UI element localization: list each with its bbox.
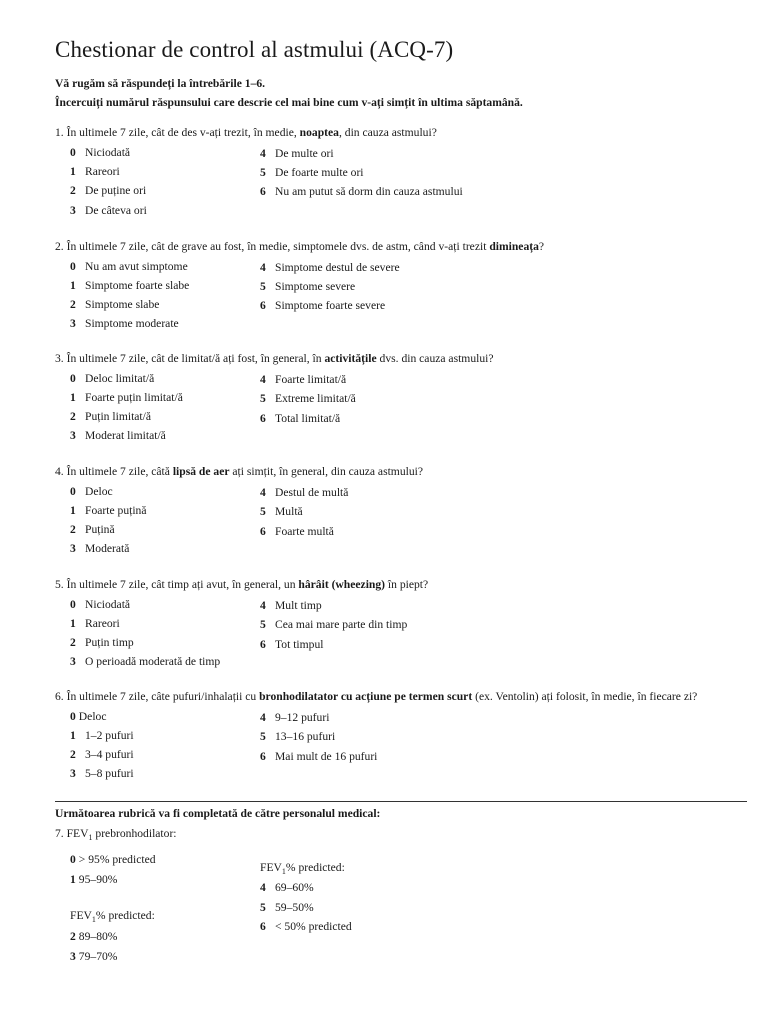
q1-option-5[interactable]: 5 De foarte multe ori <box>260 166 364 179</box>
question-3-text: 3. În ultimele 7 zile, cât de limitat/ă ați fost, în general, în activitățile dvs. din cauza astmului? <box>55 352 494 365</box>
q3-option-4[interactable]: 4 Foarte limitat/ă <box>260 373 347 386</box>
q6-option-3[interactable]: 3 5–8 pufuri <box>70 767 134 780</box>
q4-option-5[interactable]: 5 Multă <box>260 505 303 518</box>
q7-option-0[interactable]: 0 > 95% predicted <box>70 853 156 866</box>
question-4-text: 4. În ultimele 7 zile, câtă lipsă de aer ați simțit, în general, din cauza astmului? <box>55 465 424 478</box>
q4-option-1[interactable]: 1 Foarte puțină <box>70 504 147 517</box>
q7-option-4[interactable]: 4 69–60% <box>260 881 314 894</box>
q3-option-1[interactable]: 1 Foarte puțin limitat/ă <box>70 391 183 404</box>
q7-option-3[interactable]: 3 79–70% <box>70 950 118 963</box>
q5-option-5[interactable]: 5 Cea mai mare parte din timp <box>260 618 408 631</box>
q5-option-6[interactable]: 6 Tot timpul <box>260 638 324 651</box>
question-2-text: 2. În ultimele 7 zile, cât de grave au fost, în medie, simptomele dvs. de astm, când v-ați trezit dimineața? <box>55 240 545 253</box>
q4-option-6[interactable]: 6 Foarte multă <box>260 525 334 538</box>
q2-option-4[interactable]: 4 Simptome destul de severe <box>260 261 400 274</box>
q7-option-1[interactable]: 1 95–90% <box>70 873 118 886</box>
q7-option-2[interactable]: 2 89–80% <box>70 930 118 943</box>
q1-option-4[interactable]: 4 De multe ori <box>260 147 334 160</box>
page-title: Chestionar de control al astmului (ACQ-7) <box>55 37 454 62</box>
q5-option-2[interactable]: 2 Puțin timp <box>70 636 134 649</box>
q5-option-4[interactable]: 4 Mult timp <box>260 599 322 612</box>
fev-predicted-label-left: $FEV_1\%$ predicted: <box>70 909 155 924</box>
q6-option-0[interactable]: 0 Deloc <box>70 710 107 723</box>
q1-option-3[interactable]: 3 De câteva ori <box>70 204 147 217</box>
q2-option-1[interactable]: 1 Simptome foarte slabe <box>70 279 190 292</box>
q2-option-6[interactable]: 6 Simptome foarte severe <box>260 299 386 312</box>
q2-option-3[interactable]: 3 Simptome moderate <box>70 317 179 330</box>
q1-option-6[interactable]: 6 Nu am putut să dorm din cauza astmului <box>260 185 463 198</box>
q6-option-2[interactable]: 2 3–4 pufuri <box>70 748 134 761</box>
question-1 <box>55 126 755 217</box>
q4-option-2[interactable]: 2 Puțină <box>70 523 115 536</box>
q6-option-5[interactable]: 5 13–16 pufuri <box>260 730 336 743</box>
q6-option-1[interactable]: 1 1–2 pufuri <box>70 729 134 742</box>
q3-option-6[interactable]: 6 Total limitat/ă <box>260 412 341 425</box>
q1-option-0[interactable]: 0 Niciodată <box>70 146 131 159</box>
fev-predicted-label-right: $FEV_1\%$ predicted: <box>260 861 345 876</box>
q3-option-0[interactable]: 0 Deloc limitat/ă <box>70 372 155 385</box>
q4-option-4[interactable]: 4 Destul de multă <box>260 486 349 499</box>
q3-option-2[interactable]: 2 Puțin limitat/ă <box>70 410 152 423</box>
q4-option-3[interactable]: 3 Moderată <box>70 542 130 555</box>
q2-option-5[interactable]: 5 Simptome severe <box>260 280 356 293</box>
question-7-text: 7. $FEV_1$ prebronhodilator: <box>55 827 177 842</box>
question-6-text: 6. În ultimele 7 zile, câte pufuri/inhalații cu bronhodilatator cu acțiune pe termen scurt (ex. Ventolin) ați folosit, în medie, în fiecare zi? <box>55 690 698 703</box>
section-divider <box>55 801 747 802</box>
instruction-line-1: Vă rugăm să răspundeți la întrebările 1–6. <box>55 77 266 90</box>
instruction-line-2: Încercuiți numărul răspunsului care descrie cel mai bine cum v-ați simțit în ultima săptamână. <box>55 96 523 109</box>
question-5 <box>55 578 755 668</box>
q1-option-1[interactable]: 1 Rareori <box>70 165 120 178</box>
q5-option-1[interactable]: 1 Rareori <box>70 617 120 630</box>
question-2 <box>55 240 755 330</box>
question-5-text: 5. În ultimele 7 zile, cât timp ați avut, în general, un hârâit (wheezing) în piept? <box>55 578 429 591</box>
q2-option-2[interactable]: 2 Simptome slabe <box>70 298 160 311</box>
staff-section-heading: Următoarea rubrică va fi completată de către personalul medical: <box>55 807 381 820</box>
q6-option-6[interactable]: 6 Mai mult de 16 pufuri <box>260 750 378 763</box>
q5-option-3[interactable]: 3 O perioadă moderată de timp <box>70 655 221 668</box>
q3-option-5[interactable]: 5 Extreme limitat/ă <box>260 392 356 405</box>
q2-option-0[interactable]: 0 Nu am avut simptome <box>70 260 188 273</box>
q5-option-0[interactable]: 0 Niciodată <box>70 598 131 611</box>
q3-option-3[interactable]: 3 Moderat limitat/ă <box>70 429 166 442</box>
question-6 <box>55 690 755 780</box>
q6-option-4[interactable]: 4 9–12 pufuri <box>260 711 330 724</box>
question-4 <box>55 465 755 555</box>
question-3 <box>55 352 755 442</box>
q7-option-6[interactable]: 6 < 50% predicted <box>260 920 352 933</box>
q7-option-5[interactable]: 5 59–50% <box>260 901 314 914</box>
q1-option-2[interactable]: 2 De puține ori <box>70 184 147 197</box>
q4-option-0[interactable]: 0 Deloc <box>70 485 113 498</box>
question-1-text: 1. În ultimele 7 zile, cât de des v-ați trezit, în medie, noaptea, din cauza astmului? <box>55 126 437 139</box>
